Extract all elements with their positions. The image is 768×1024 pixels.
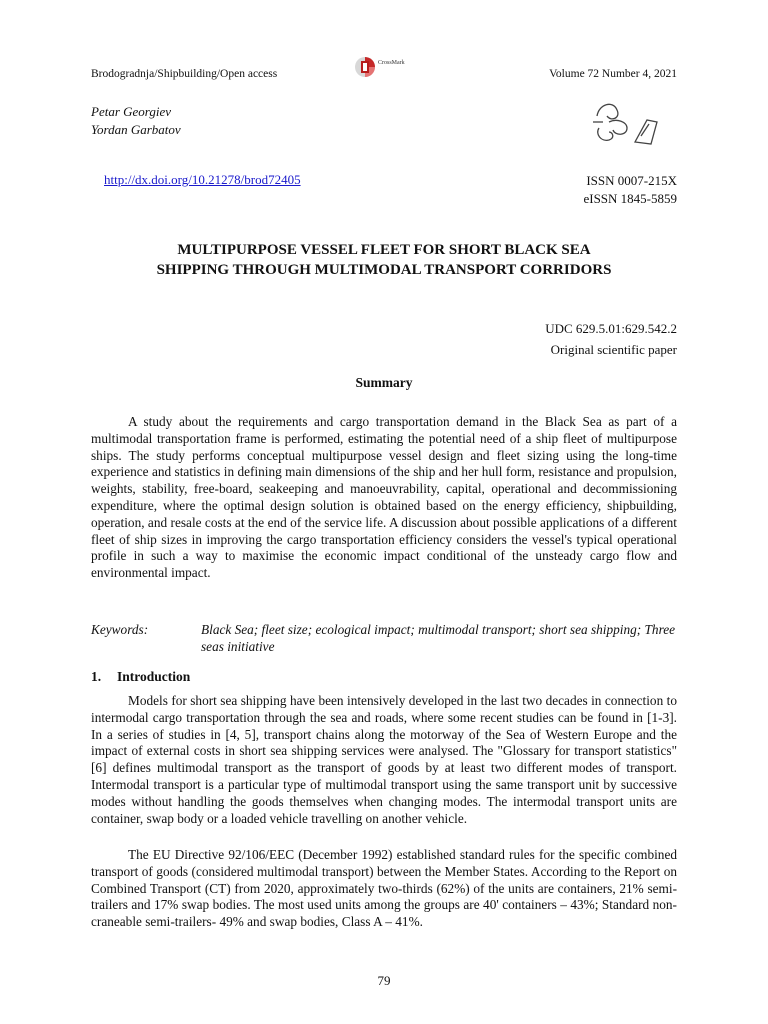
summary-text: A study about the requirements and cargo transportation demand in the Black Sea as part of a multimodal transportation frame is performed, estimating the potential need of a ship fleet of multipurpose ships. The study performs conceptual multipurpose vessel design and fleet sizing using the long-time experience and statistics in defining main dimensions of the ship and her hull form, resistance and propulsion, weights, stability, free-board, seakeeping and manoeuvrability, capital, operational and decommissioning expenditure, where the optimal design solution is obtained based on the energy efficiency, shipbuilding, operation, and resale costs at the end of the service life. A discussion about possible applications of a different fleet of ship sizes in improving the cargo transportation efficiency considers the vessel's typical operational profile in such a way to maximise the economic impact conditional of the unsteady cargo flow and environmental impact. bbox=[91, 414, 677, 581]
keywords-text: Black Sea; fleet size; ecological impact; multimodal transport; short sea shipping; Three seas initiative bbox=[201, 622, 676, 654]
volume-info: Volume 72 Number 4, 2021 bbox=[549, 68, 677, 80]
author-name: Petar Georgiev bbox=[91, 104, 172, 119]
title-line: MULTIPURPOSE VESSEL FLEET FOR SHORT BLACK SEA bbox=[177, 242, 591, 258]
issn-block bbox=[583, 172, 677, 208]
section-heading bbox=[91, 669, 190, 685]
author-list bbox=[91, 103, 181, 139]
keywords-label: Keywords: bbox=[91, 622, 149, 637]
paper-type: Original scientific paper bbox=[550, 342, 677, 357]
section-number: 1. bbox=[91, 669, 102, 684]
journal-logo-icon bbox=[591, 96, 661, 154]
section-title: Introduction bbox=[117, 669, 191, 684]
intro-paragraph: Models for short sea shipping have been intensively developed in the last two decades in connection to intermodal cargo transportation through the sea and roads, where some recent studies can be found in [1-3]. In a series of studies in [4, 5], transport chains along the motorway of the Sea of Western Europe and the impact of external costs in short sea shipping services were analysed. The "Glossary for transport statistics" [6] defines multimodal transport as the transport of goods by at least two different modes of transport. Intermodal transport is a particular type of multimodal transport using the same transport unit by successive modes without handling the goods themselves when changing modes. The intermodal transport units are container, swap body or a loaded vehicle travelling on another vehicle. bbox=[91, 693, 677, 826]
issn-print: ISSN 0007-215X bbox=[586, 173, 677, 188]
classification-block bbox=[545, 318, 677, 360]
page-number: 79 bbox=[377, 973, 391, 988]
crossmark-icon bbox=[354, 54, 376, 80]
issn-electronic: eISSN 1845-5859 bbox=[583, 191, 677, 206]
intro-paragraph: The EU Directive 92/106/EEC (December 1992) established standard rules for the specific combined transport of goods (considered multimodal transport) between the Member States. According to the Report on Combined Transport (CT) from 2020, approximately two-thirds (62%) of the units are containers, 21% semi-trailers and 17% swap bodies. The most used units among the groups are 40' containers – 43%; Standard non-craneable semi-trailers- 49% and swap bodies, Class A – 41%. bbox=[91, 847, 677, 930]
author-name: Yordan Garbatov bbox=[91, 122, 181, 137]
summary-heading: Summary bbox=[355, 375, 413, 390]
doi-link[interactable]: http://dx.doi.org/10.21278/brod72405 bbox=[104, 172, 301, 187]
paper-title bbox=[91, 240, 677, 280]
crossmark-label: CrossMark bbox=[378, 60, 405, 66]
title-line: SHIPPING THROUGH MULTIMODAL TRANSPORT CORRIDORS bbox=[156, 262, 612, 278]
crossmark-badge[interactable] bbox=[354, 54, 424, 80]
journal-name: Brodogradnja/Shipbuilding/Open access bbox=[91, 68, 278, 80]
udc-code: UDC 629.5.01:629.542.2 bbox=[545, 321, 677, 336]
